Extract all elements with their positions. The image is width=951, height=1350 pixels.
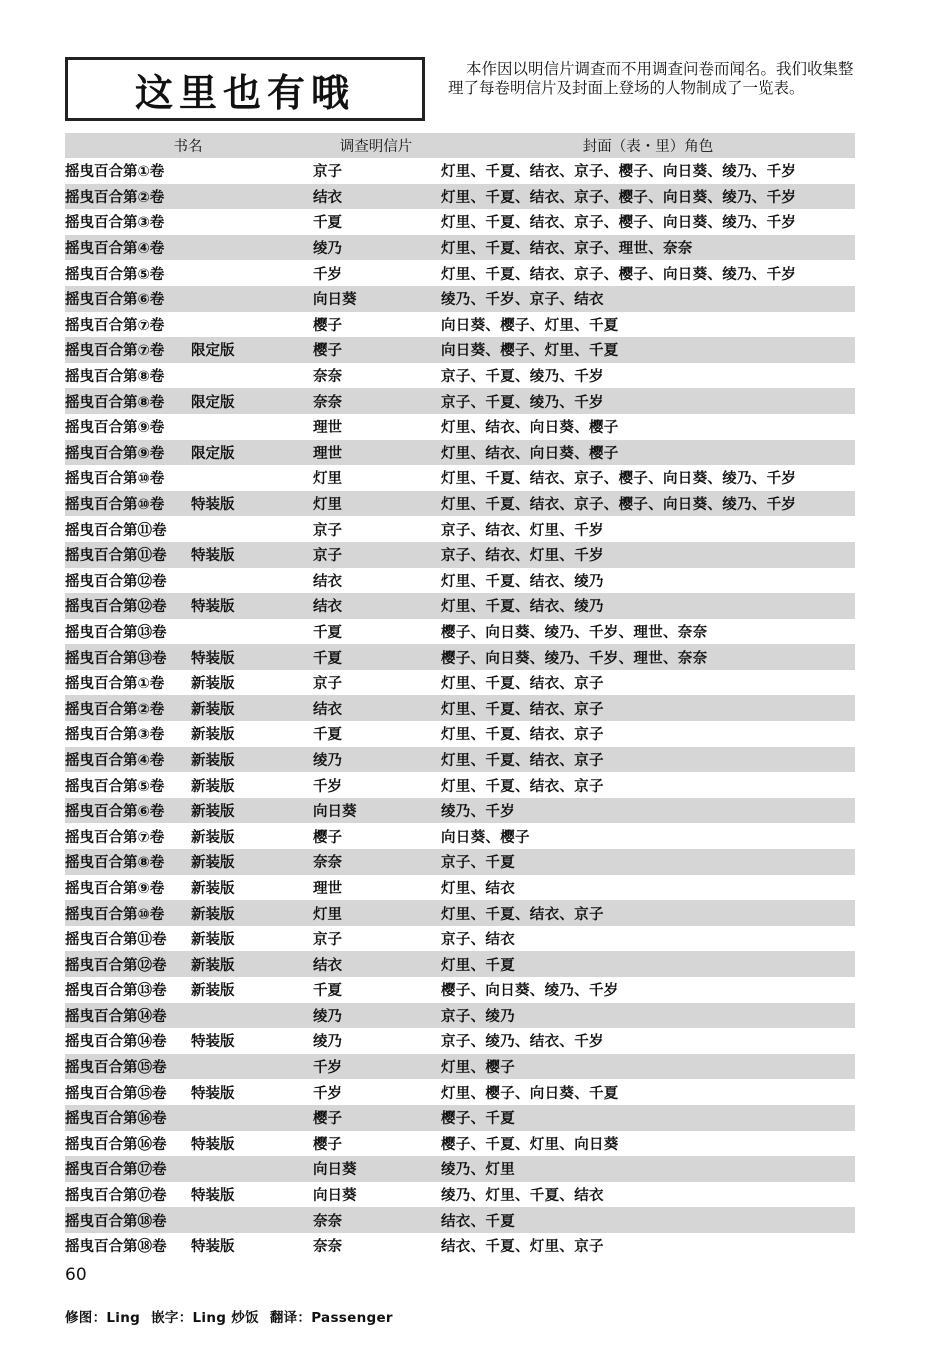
table-row: [65, 209, 855, 235]
postcard-cell: [311, 926, 441, 952]
edition-label: 新装版: [191, 932, 235, 949]
cover-characters-cell: 灯里、结衣、向日葵、樱子: [441, 420, 619, 437]
table-header-row: [65, 133, 855, 158]
cover-characters-cell: 向日葵、樱子: [441, 829, 530, 846]
book-cell: [65, 1028, 311, 1054]
volume-title: 摇曳百合第⑫卷: [65, 573, 167, 590]
cover-characters-cell: 向日葵、樱子、灯里、千夏: [441, 317, 619, 334]
volume-title: 摇曳百合第⑤卷: [65, 266, 165, 283]
postcard-character: 结衣: [313, 573, 342, 590]
volume-title: 摇曳百合第⑧卷: [65, 369, 165, 386]
table-row: [65, 951, 855, 977]
edition-label: 限定版: [191, 394, 235, 411]
cover-characters-cell: 灯里、千夏、结衣、京子: [441, 778, 604, 795]
postcard-character: 京子: [313, 932, 342, 949]
postcard-cell: [311, 337, 441, 363]
volume-title: 摇曳百合第②卷: [65, 701, 165, 718]
postcard-character: 樱子: [313, 1136, 342, 1153]
volume-title: 摇曳百合第⑬卷: [65, 650, 167, 667]
postcard-cell: [311, 721, 441, 747]
book-cell: [65, 619, 311, 645]
postcard-character: 理世: [313, 880, 342, 897]
page-title: 这里也有哦: [134, 70, 355, 115]
edition-label: 特装版: [191, 1136, 235, 1153]
table-row: [65, 900, 855, 926]
cover-characters-cell: 灯里、千夏、结衣、京子、樱子、向日葵、绫乃、千岁: [441, 215, 797, 232]
volume-title: 摇曳百合第⑥卷: [65, 804, 165, 821]
table-row: [65, 286, 855, 312]
table-row: [65, 542, 855, 568]
book-cell: [65, 209, 311, 235]
book-cell: [65, 516, 311, 542]
book-cell: [65, 823, 311, 849]
book-cell: [65, 542, 311, 568]
cover-characters-cell: 灯里、千夏、结衣、绫乃: [441, 573, 604, 590]
postcard-character: 结衣: [313, 957, 342, 974]
postcard-cell: [311, 158, 441, 184]
postcard-character: 结衣: [313, 189, 342, 206]
postcard-cell: [311, 516, 441, 542]
volume-title: 摇曳百合第⑦卷: [65, 829, 165, 846]
volume-title: 摇曳百合第⑪卷: [65, 522, 167, 539]
postcard-cell: [311, 1079, 441, 1105]
cover-characters-cell: 京子、结衣、灯里、千岁: [441, 542, 855, 568]
postcard-cell: [311, 568, 441, 594]
table-row: [65, 1233, 855, 1259]
cover-characters-cell: 京子、结衣、灯里、千岁: [441, 522, 604, 539]
postcard-cell: [311, 823, 441, 849]
table-row: [65, 695, 855, 721]
table-row: [65, 644, 855, 670]
table-row: [65, 465, 855, 491]
edition-label: 新装版: [191, 855, 235, 872]
cover-characters-cell: 樱子、向日葵、绫乃、千岁、理世、奈奈: [441, 624, 708, 641]
table-row: [65, 1054, 855, 1080]
postcard-character: 京子: [313, 676, 342, 693]
postcard-cell: [311, 209, 441, 235]
postcard-cell: [311, 388, 441, 414]
postcard-cell: [311, 235, 441, 261]
book-cell: [65, 1105, 311, 1131]
table-row: [65, 260, 855, 286]
book-cell: [65, 312, 311, 338]
table-row: [65, 798, 855, 824]
table-row: [65, 747, 855, 773]
intro-paragraph: 本作因以明信片调查而不用调查问卷而闻名。我们收集整理了每卷明信片及封面上登场的人物制成了一览表。: [448, 60, 854, 97]
cover-characters-cell: 灯里、千夏、结衣、京子、樱子、向日葵、绫乃、千岁: [441, 471, 797, 488]
postcard-character: 绫乃: [313, 752, 342, 769]
postcard-character: 灯里: [313, 906, 342, 923]
postcard-cell: [311, 542, 441, 568]
postcard-cell: [311, 798, 441, 824]
postcard-cell: [311, 1054, 441, 1080]
volume-title: 摇曳百合第①卷: [65, 676, 165, 693]
book-cell: [65, 1233, 311, 1259]
cover-characters-cell: 结衣、千夏: [441, 1207, 855, 1233]
cover-characters-cell: 灯里、千夏、结衣、京子: [441, 727, 604, 744]
volume-title: 摇曳百合第⑱卷: [65, 1213, 167, 1230]
cover-characters-cell: 向日葵、樱子、灯里、千夏: [441, 337, 855, 363]
book-cell: [65, 158, 311, 184]
cover-characters-cell: 灯里、千夏、结衣、京子: [441, 900, 855, 926]
postcard-cell: [311, 465, 441, 491]
cover-characters-cell: 灯里、千夏、结衣、京子: [441, 695, 855, 721]
volume-title: 摇曳百合第⑯卷: [65, 1136, 167, 1153]
postcard-character: 向日葵: [313, 804, 357, 821]
volume-title: 摇曳百合第⑪卷: [65, 932, 167, 949]
edition-label: 特装版: [191, 1188, 235, 1205]
table-row: [65, 1182, 855, 1208]
book-cell: [65, 1156, 311, 1182]
postcard-cell: [311, 977, 441, 1003]
cover-characters-cell: 樱子、向日葵、绫乃、千岁: [441, 983, 619, 1000]
edition-label: 新装版: [191, 957, 235, 974]
postcard-character: 奈奈: [313, 1239, 342, 1256]
table-row: [65, 1156, 855, 1182]
postcard-cell: [311, 286, 441, 312]
book-cell: [65, 1207, 311, 1233]
volume-title: 摇曳百合第⑬卷: [65, 624, 167, 641]
postcard-character: 绫乃: [313, 241, 342, 258]
book-cell: [65, 900, 311, 926]
book-cell: [65, 747, 311, 773]
table-row: [65, 593, 855, 619]
book-cell: [65, 1054, 311, 1080]
volume-title: 摇曳百合第⑫卷: [65, 957, 167, 974]
postcard-cell: [311, 747, 441, 773]
header-postcard: 调查明信片: [311, 133, 441, 158]
cover-characters-cell: 灯里、樱子: [441, 1054, 855, 1080]
postcard-character: 千岁: [313, 778, 342, 795]
postcard-character: 灯里: [313, 471, 342, 488]
volume-title: 摇曳百合第⑮卷: [65, 1085, 167, 1102]
table-row: [65, 977, 855, 1003]
postcard-character: 结衣: [313, 599, 342, 616]
credits: [65, 1306, 399, 1326]
postcard-character: 樱子: [313, 343, 342, 360]
edition-label: 新装版: [191, 778, 235, 795]
book-cell: [65, 440, 311, 466]
postcard-character: 樱子: [313, 829, 342, 846]
edition-label: 特装版: [191, 548, 235, 565]
postcard-character: 千夏: [313, 983, 342, 1000]
header-book: 书名: [65, 133, 311, 158]
postcard-character: 奈奈: [313, 369, 342, 386]
header-cover: 封面（表・里）角色: [441, 133, 855, 158]
book-cell: [65, 235, 311, 261]
cover-characters-cell: 绫乃、灯里、千夏、结衣: [441, 1188, 604, 1205]
book-cell: [65, 951, 311, 977]
cover-characters-cell: 灯里、千夏、结衣、绫乃: [441, 593, 855, 619]
postcard-cell: [311, 312, 441, 338]
table-row: [65, 823, 855, 849]
table-row: [65, 721, 855, 747]
table-row: [65, 414, 855, 440]
table-row: [65, 158, 855, 184]
book-cell: [65, 875, 311, 901]
cover-characters-cell: 京子、结衣: [441, 932, 515, 949]
cover-characters-cell: 灯里、千夏、结衣、京子、樱子、向日葵、绫乃、千岁: [441, 266, 797, 283]
book-cell: [65, 1003, 311, 1029]
book-cell: [65, 798, 311, 824]
credit-translate: 翻译：Passenger: [269, 1310, 393, 1326]
book-cell: [65, 388, 311, 414]
postcard-cell: [311, 1233, 441, 1259]
postcard-cell: [311, 414, 441, 440]
cover-characters-cell: 绫乃、灯里: [441, 1156, 855, 1182]
cover-characters-cell: 绫乃、千岁、京子、结衣: [441, 286, 855, 312]
cover-characters-cell: 灯里、千夏、结衣、京子: [441, 676, 604, 693]
cover-characters-cell: 灯里、千夏: [441, 951, 855, 977]
table-row: [65, 1028, 855, 1054]
postcard-character: 京子: [313, 164, 342, 181]
postcard-cell: [311, 619, 441, 645]
cover-characters-cell: 灯里、千夏、结衣、京子、樱子、向日葵、绫乃、千岁: [441, 164, 797, 181]
postcard-cell: [311, 593, 441, 619]
table-body: [65, 158, 855, 1259]
book-cell: [65, 593, 311, 619]
postcard-cell: [311, 260, 441, 286]
volume-title: 摇曳百合第⑥卷: [65, 292, 165, 309]
volume-title: 摇曳百合第⑯卷: [65, 1111, 167, 1128]
volume-title: 摇曳百合第⑰卷: [65, 1188, 167, 1205]
cover-characters-cell: 结衣、千夏、灯里、京子: [441, 1239, 604, 1256]
table-row: [65, 440, 855, 466]
postcard-character: 千夏: [313, 624, 342, 641]
volume-title: 摇曳百合第③卷: [65, 727, 165, 744]
cover-characters-cell: 樱子、千夏、灯里、向日葵: [441, 1136, 619, 1153]
postcard-cell: [311, 1105, 441, 1131]
postcard-character: 奈奈: [313, 855, 342, 872]
edition-label: 新装版: [191, 983, 235, 1000]
book-cell: [65, 644, 311, 670]
cover-characters-cell: 灯里、结衣: [441, 880, 515, 897]
table-row: [65, 875, 855, 901]
edition-label: 限定版: [191, 343, 235, 360]
postcard-cell: [311, 1131, 441, 1157]
volume-title: 摇曳百合第⑰卷: [65, 1162, 167, 1179]
postcard-cell: [311, 644, 441, 670]
book-cell: [65, 926, 311, 952]
postcard-cell: [311, 184, 441, 210]
postcard-character: 千夏: [313, 650, 342, 667]
postcard-character: 理世: [313, 445, 342, 462]
cover-characters-cell: 樱子、向日葵、绫乃、千岁、理世、奈奈: [441, 644, 855, 670]
book-cell: [65, 414, 311, 440]
volume-title: 摇曳百合第⑮卷: [65, 1060, 167, 1077]
book-cell: [65, 286, 311, 312]
postcard-character: 结衣: [313, 701, 342, 718]
edition-label: 特装版: [191, 497, 235, 514]
catalog-table: [65, 133, 855, 1259]
table-row: [65, 1003, 855, 1029]
book-cell: [65, 184, 311, 210]
cover-characters-cell: 灯里、结衣、向日葵、樱子: [441, 440, 855, 466]
book-cell: [65, 568, 311, 594]
cover-characters-cell: 绫乃、千岁: [441, 798, 855, 824]
edition-label: 新装版: [191, 804, 235, 821]
edition-label: 新装版: [191, 829, 235, 846]
postcard-character: 奈奈: [313, 1213, 342, 1230]
cover-characters-cell: 灯里、樱子、向日葵、千夏: [441, 1085, 619, 1102]
volume-title: 摇曳百合第⑪卷: [65, 548, 167, 565]
postcard-cell: [311, 440, 441, 466]
edition-label: 新装版: [191, 701, 235, 718]
book-cell: [65, 465, 311, 491]
table-row: [65, 926, 855, 952]
volume-title: 摇曳百合第⑨卷: [65, 880, 165, 897]
postcard-cell: [311, 900, 441, 926]
volume-title: 摇曳百合第⑦卷: [65, 343, 165, 360]
edition-label: 新装版: [191, 906, 235, 923]
postcard-cell: [311, 1003, 441, 1029]
volume-title: 摇曳百合第⑩卷: [65, 497, 165, 514]
book-cell: [65, 260, 311, 286]
book-cell: [65, 363, 311, 389]
postcard-character: 千夏: [313, 215, 342, 232]
postcard-cell: [311, 875, 441, 901]
cover-characters-cell: 京子、千夏: [441, 849, 855, 875]
postcard-character: 向日葵: [313, 1162, 357, 1179]
book-cell: [65, 849, 311, 875]
book-cell: [65, 721, 311, 747]
volume-title: 摇曳百合第⑩卷: [65, 471, 165, 488]
volume-title: 摇曳百合第⑧卷: [65, 855, 165, 872]
volume-title: 摇曳百合第⑨卷: [65, 445, 165, 462]
volume-title: 摇曳百合第⑨卷: [65, 420, 165, 437]
volume-title: 摇曳百合第⑭卷: [65, 1008, 167, 1025]
edition-label: 新装版: [191, 752, 235, 769]
table-row: [65, 849, 855, 875]
postcard-character: 京子: [313, 548, 342, 565]
volume-title: 摇曳百合第⑧卷: [65, 394, 165, 411]
table-row: [65, 670, 855, 696]
table-row: [65, 388, 855, 414]
postcard-cell: [311, 695, 441, 721]
table-row: [65, 1105, 855, 1131]
page-number: 60: [65, 1265, 87, 1285]
postcard-cell: [311, 849, 441, 875]
postcard-character: 樱子: [313, 317, 342, 334]
volume-title: 摇曳百合第④卷: [65, 752, 165, 769]
volume-title: 摇曳百合第④卷: [65, 241, 165, 258]
edition-label: 特装版: [191, 599, 235, 616]
table-row: [65, 1079, 855, 1105]
table-row: [65, 235, 855, 261]
postcard-cell: [311, 772, 441, 798]
table-row: [65, 312, 855, 338]
postcard-cell: [311, 1156, 441, 1182]
cover-characters-cell: 京子、千夏、绫乃、千岁: [441, 388, 855, 414]
table-row: [65, 1131, 855, 1157]
edition-label: 特装版: [191, 650, 235, 667]
postcard-cell: [311, 1028, 441, 1054]
table-row: [65, 619, 855, 645]
volume-title: 摇曳百合第⑫卷: [65, 599, 167, 616]
cover-characters-cell: 灯里、千夏、结衣、京子、樱子、向日葵、绫乃、千岁: [441, 184, 855, 210]
book-cell: [65, 491, 311, 517]
postcard-cell: [311, 670, 441, 696]
edition-label: 特装版: [191, 1034, 235, 1051]
book-cell: [65, 1182, 311, 1208]
edition-label: 新装版: [191, 676, 235, 693]
postcard-character: 灯里: [313, 497, 342, 514]
cover-characters-cell: 灯里、千夏、结衣、京子、理世、奈奈: [441, 235, 855, 261]
cover-characters-cell: 京子、绫乃、结衣、千岁: [441, 1034, 604, 1051]
edition-label: 特装版: [191, 1085, 235, 1102]
volume-title: 摇曳百合第⑤卷: [65, 778, 165, 795]
volume-title: 摇曳百合第⑩卷: [65, 906, 165, 923]
table-row: [65, 1207, 855, 1233]
volume-title: 摇曳百合第⑱卷: [65, 1239, 167, 1256]
credit-retouch: 修图：Ling: [65, 1310, 141, 1326]
postcard-character: 绫乃: [313, 1008, 342, 1025]
cover-characters-cell: 京子、绫乃: [441, 1003, 855, 1029]
postcard-character: 向日葵: [313, 292, 357, 309]
table-row: [65, 337, 855, 363]
postcard-character: 樱子: [313, 1111, 342, 1128]
table-row: [65, 363, 855, 389]
postcard-character: 千岁: [313, 1060, 342, 1077]
book-cell: [65, 337, 311, 363]
book-cell: [65, 977, 311, 1003]
cover-characters-cell: 灯里、千夏、结衣、京子、樱子、向日葵、绫乃、千岁: [441, 491, 855, 517]
volume-title: 摇曳百合第⑬卷: [65, 983, 167, 1000]
postcard-cell: [311, 1207, 441, 1233]
volume-title: 摇曳百合第⑭卷: [65, 1034, 167, 1051]
postcard-character: 千夏: [313, 727, 342, 744]
table-row: [65, 772, 855, 798]
postcard-character: 奈奈: [313, 394, 342, 411]
table-row: [65, 568, 855, 594]
book-cell: [65, 772, 311, 798]
postcard-character: 千岁: [313, 266, 342, 283]
edition-label: 特装版: [191, 1239, 235, 1256]
book-cell: [65, 695, 311, 721]
postcard-character: 京子: [313, 522, 342, 539]
edition-label: 限定版: [191, 445, 235, 462]
credit-typeset: 嵌字：Ling 炒饭: [151, 1310, 259, 1326]
cover-characters-cell: 灯里、千夏、结衣、京子: [441, 747, 855, 773]
cover-characters-cell: 樱子、千夏: [441, 1105, 855, 1131]
book-cell: [65, 1131, 311, 1157]
title-box: [65, 57, 425, 121]
edition-label: 新装版: [191, 727, 235, 744]
table-row: [65, 184, 855, 210]
postcard-cell: [311, 491, 441, 517]
volume-title: 摇曳百合第②卷: [65, 189, 165, 206]
table-row: [65, 491, 855, 517]
postcard-cell: [311, 951, 441, 977]
postcard-character: 绫乃: [313, 1034, 342, 1051]
cover-characters-cell: 京子、千夏、绫乃、千岁: [441, 369, 604, 386]
table-row: [65, 516, 855, 542]
postcard-character: 向日葵: [313, 1188, 357, 1205]
volume-title: 摇曳百合第①卷: [65, 164, 165, 181]
volume-title: 摇曳百合第③卷: [65, 215, 165, 232]
postcard-character: 千岁: [313, 1085, 342, 1102]
postcard-character: 理世: [313, 420, 342, 437]
postcard-cell: [311, 363, 441, 389]
book-cell: [65, 670, 311, 696]
edition-label: 新装版: [191, 880, 235, 897]
postcard-cell: [311, 1182, 441, 1208]
book-cell: [65, 1079, 311, 1105]
volume-title: 摇曳百合第⑦卷: [65, 317, 165, 334]
